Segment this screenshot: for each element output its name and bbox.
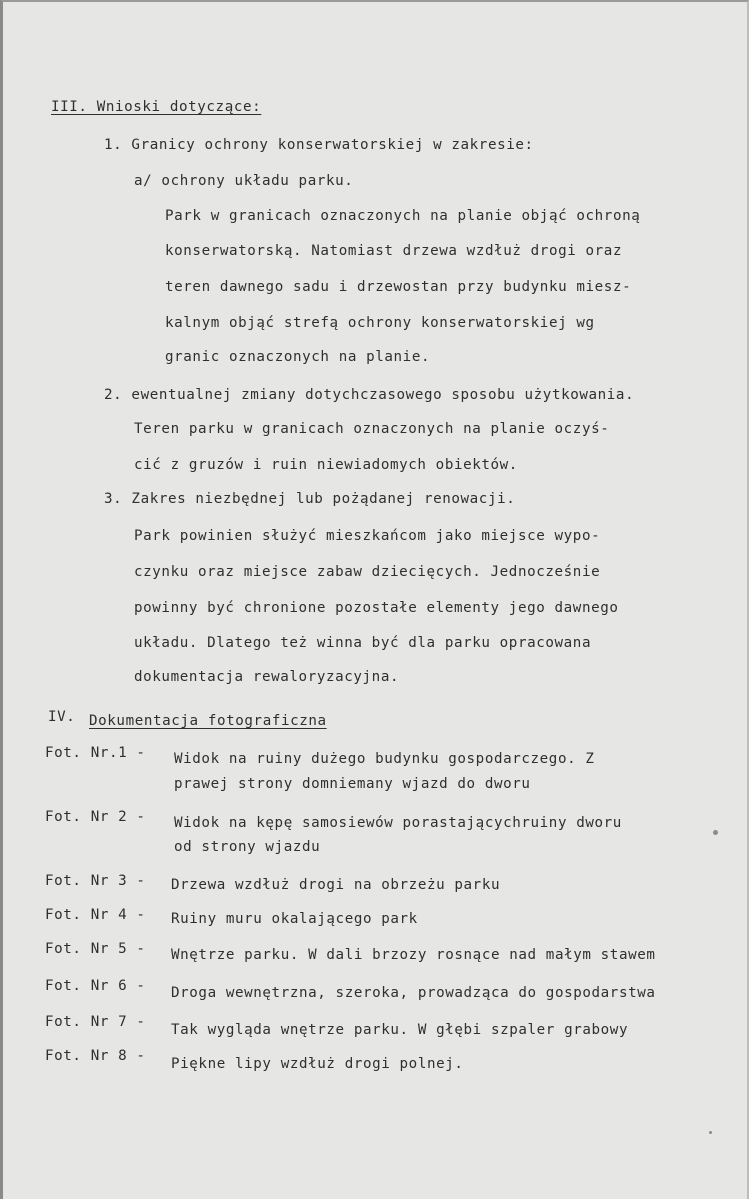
photo-label: Fot. Nr 8 - xyxy=(45,1048,146,1064)
item-3-text-line: Park powinien służyć mieszkańcom jako miejsce wypo- xyxy=(134,528,601,544)
section-4-numeral: IV. xyxy=(48,709,76,725)
item-3-text-line: powinny być chronione pozostałe elementy jego dawnego xyxy=(134,600,619,616)
item-2-text-line: Teren parku w granicach oznaczonych na planie oczyś- xyxy=(134,421,610,437)
photo-caption-line: Widok na ruiny dużego budynku gospodarczego. Z xyxy=(174,751,595,767)
item-1-text-line: Park w granicach oznaczonych na planie objąć ochroną xyxy=(165,208,641,224)
item-1-title: 1. Granicy ochrony konserwatorskiej w zakresie: xyxy=(104,137,534,153)
photo-caption-line: od strony wjazdu xyxy=(174,839,321,855)
item-1-text-line: konserwatorską. Natomiast drzewa wzdłuż drogi oraz xyxy=(165,243,623,259)
photo-label: Fot. Nr 6 - xyxy=(45,978,146,994)
paper-spot xyxy=(713,830,718,835)
photo-label: Fot. Nr 7 - xyxy=(45,1014,146,1030)
section-4-heading: Dokumentacja fotograficzna xyxy=(89,713,327,729)
photo-caption-line: Ruiny muru okalającego park xyxy=(171,911,418,927)
item-1-text-line: kalnym objąć strefą ochrony konserwatorskiej wg xyxy=(165,315,595,331)
item-3-text-line: czynku oraz miejsce zabaw dziecięcych. Jednocześnie xyxy=(134,564,601,580)
photo-caption-line: prawej strony domniemany wjazd do dworu xyxy=(174,776,531,792)
section-3-heading: III. Wnioski dotyczące: xyxy=(51,99,262,115)
photo-label: Fot. Nr 5 - xyxy=(45,941,146,957)
item-3-title: 3. Zakres niezbędnej lub pożądanej renowacji. xyxy=(104,491,516,507)
item-1-subpoint-a: a/ ochrony układu parku. xyxy=(134,173,354,189)
item-1-text-line: teren dawnego sadu i drzewostan przy budynku miesz- xyxy=(165,279,632,295)
paper-spot xyxy=(709,1131,712,1134)
item-2-text-line: cić z gruzów i ruin niewiadomych obiektów. xyxy=(134,457,518,473)
photo-caption-line: Piękne lipy wzdłuż drogi polnej. xyxy=(171,1056,464,1072)
photo-caption-line: Drzewa wzdłuż drogi na obrzeżu parku xyxy=(171,877,501,893)
photo-label: Fot. Nr 4 - xyxy=(45,907,146,923)
photo-label: Fot. Nr 2 - xyxy=(45,809,146,825)
item-3-text-line: układu. Dlatego też winna być dla parku opracowana xyxy=(134,635,592,651)
photo-caption-line: Tak wygląda wnętrze parku. W głębi szpaler grabowy xyxy=(171,1022,629,1038)
photo-caption-line: Widok na kępę samosiewów porastającychruiny dworu xyxy=(174,815,622,831)
photo-label: Fot. Nr 3 - xyxy=(45,873,146,889)
photo-label: Fot. Nr.1 - xyxy=(45,745,146,761)
item-3-text-line: dokumentacja rewaloryzacyjna. xyxy=(134,669,400,685)
photo-caption-line: Wnętrze parku. W dali brzozy rosnące nad małym stawem xyxy=(171,947,656,963)
item-2-title: 2. ewentualnej zmiany dotychczasowego sposobu użytkowania. xyxy=(104,387,635,403)
photo-caption-line: Droga wewnętrzna, szeroka, prowadząca do gospodarstwa xyxy=(171,985,656,1001)
item-1-text-line: granic oznaczonych na planie. xyxy=(165,349,431,365)
